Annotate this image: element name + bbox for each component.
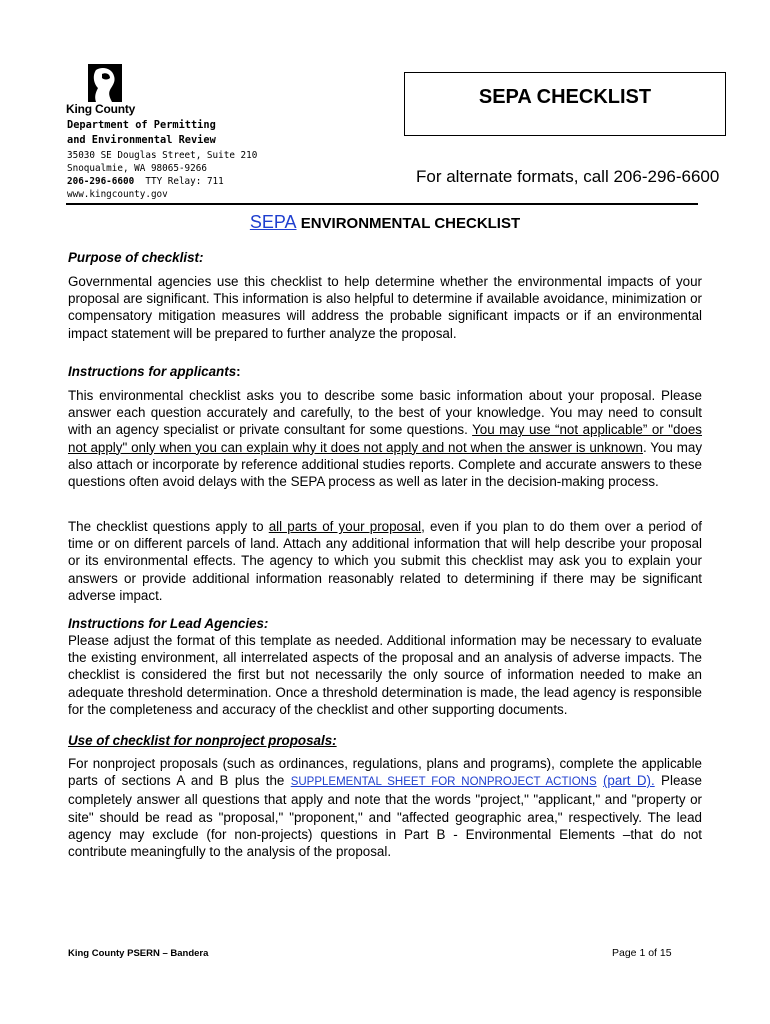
department-address: 35030 SE Douglas Street, Suite 210 Snoqualmie, WA 98065-9266 206-296-6600 TTY Relay: 711 www.kingcounty.gov bbox=[67, 150, 258, 200]
purpose-text: Governmental agencies use this checklist to help determine whether the environmental impacts of your proposal are significant. This information is also helpful to determine if available avoidance, minimization or compensatory mitigation measures will address the probable significant impacts or if an environmental impact statement will be prepared to further analyze the proposal. bbox=[68, 274, 702, 341]
supplemental-sheet-link[interactable]: SUPPLEMENTAL SHEET FOR NONPROJECT ACTIONS bbox=[290, 776, 597, 789]
lead-agencies-heading: Instructions for Lead Agencies: bbox=[68, 616, 269, 631]
nonproject-heading: Use of checklist for nonproject proposals: bbox=[68, 733, 337, 748]
header-divider bbox=[66, 203, 698, 205]
sepa-link[interactable]: SEPA bbox=[249, 212, 297, 232]
footer-project: King County PSERN – Bandera bbox=[68, 948, 209, 959]
sepa-checklist-box bbox=[404, 72, 726, 136]
department-name: Department of Permitting and Environmental Review bbox=[67, 119, 216, 146]
applicants-paragraph-1: This environmental checklist asks you to describe some basic information about your proposal. Please answer each question accurately and carefully, to the best of your knowledge. You may need to consult with an agency specialist or private consultant for some questions. You may use “not applicable” or "does not apply" only when you can explain why it does not apply and not when the answer is unknown. You may also attach or incorporate by reference additional studies reports. Complete and accurate answers to these questions often avoid delays with the SEPA process as well as later in the decision-making process. bbox=[68, 388, 703, 490]
phone-number: 206-296-6600 bbox=[67, 176, 135, 187]
applicants-paragraph-2: The checklist questions apply to all parts of your proposal, even if you plan to do them over a period of time or on different parcels of land. Attach any additional information that will help describe your proposal or its environmental effects. The agency to which you submit this checklist may ask you to explain your answers or provide additional information reasonably related to determining if there may be significant adverse impact. bbox=[68, 519, 702, 603]
applicants-heading: Instructions for applicants: bbox=[68, 364, 241, 379]
purpose-heading: Purpose of checklist: bbox=[68, 250, 204, 265]
logo-wordmark: King County bbox=[66, 102, 136, 116]
part-d-link[interactable]: (part D). bbox=[602, 773, 655, 789]
box-title: SEPA CHECKLIST bbox=[478, 86, 652, 108]
website: www.kingcounty.gov bbox=[67, 189, 168, 200]
tty-relay: TTY Relay: 711 bbox=[145, 176, 224, 187]
lead-agencies-text: Please adjust the format of this template as needed. Additional information may be necessary to evaluate the existing environment, all interrelated aspects of the proposal and an analysis of adverse impacts. The checklist is considered the first but not necessarily the only source of information needed to make an adequate threshold determination. Once a threshold determination is made, the lead agency is responsible for the completeness and accuracy of the checklist and other supporting documents. bbox=[68, 633, 702, 717]
nonproject-text: For nonproject proposals (such as ordinances, regulations, plans and programs), complete the applicable parts of sections A and B plus the SUPPLEMENTAL SHEET FOR NONPROJECT ACTIONS (part D). Please completely answer all questions that apply and note that the words "project," "applicant," and "property or site" should be read as "proposal," "proponent," and "affected geographic area," respectively. The lead agency may exclude (for non-projects) questions in Part B - Environmental Elements –that do not contribute meaningfully to the analysis of the proposal. bbox=[68, 756, 702, 860]
document-title: SEPA ENVIRONMENTAL CHECKLIST bbox=[249, 212, 521, 232]
alternate-formats: For alternate formats, call 206-296-6600 bbox=[416, 167, 720, 186]
footer-page-number: Page 1 of 15 bbox=[612, 947, 672, 959]
